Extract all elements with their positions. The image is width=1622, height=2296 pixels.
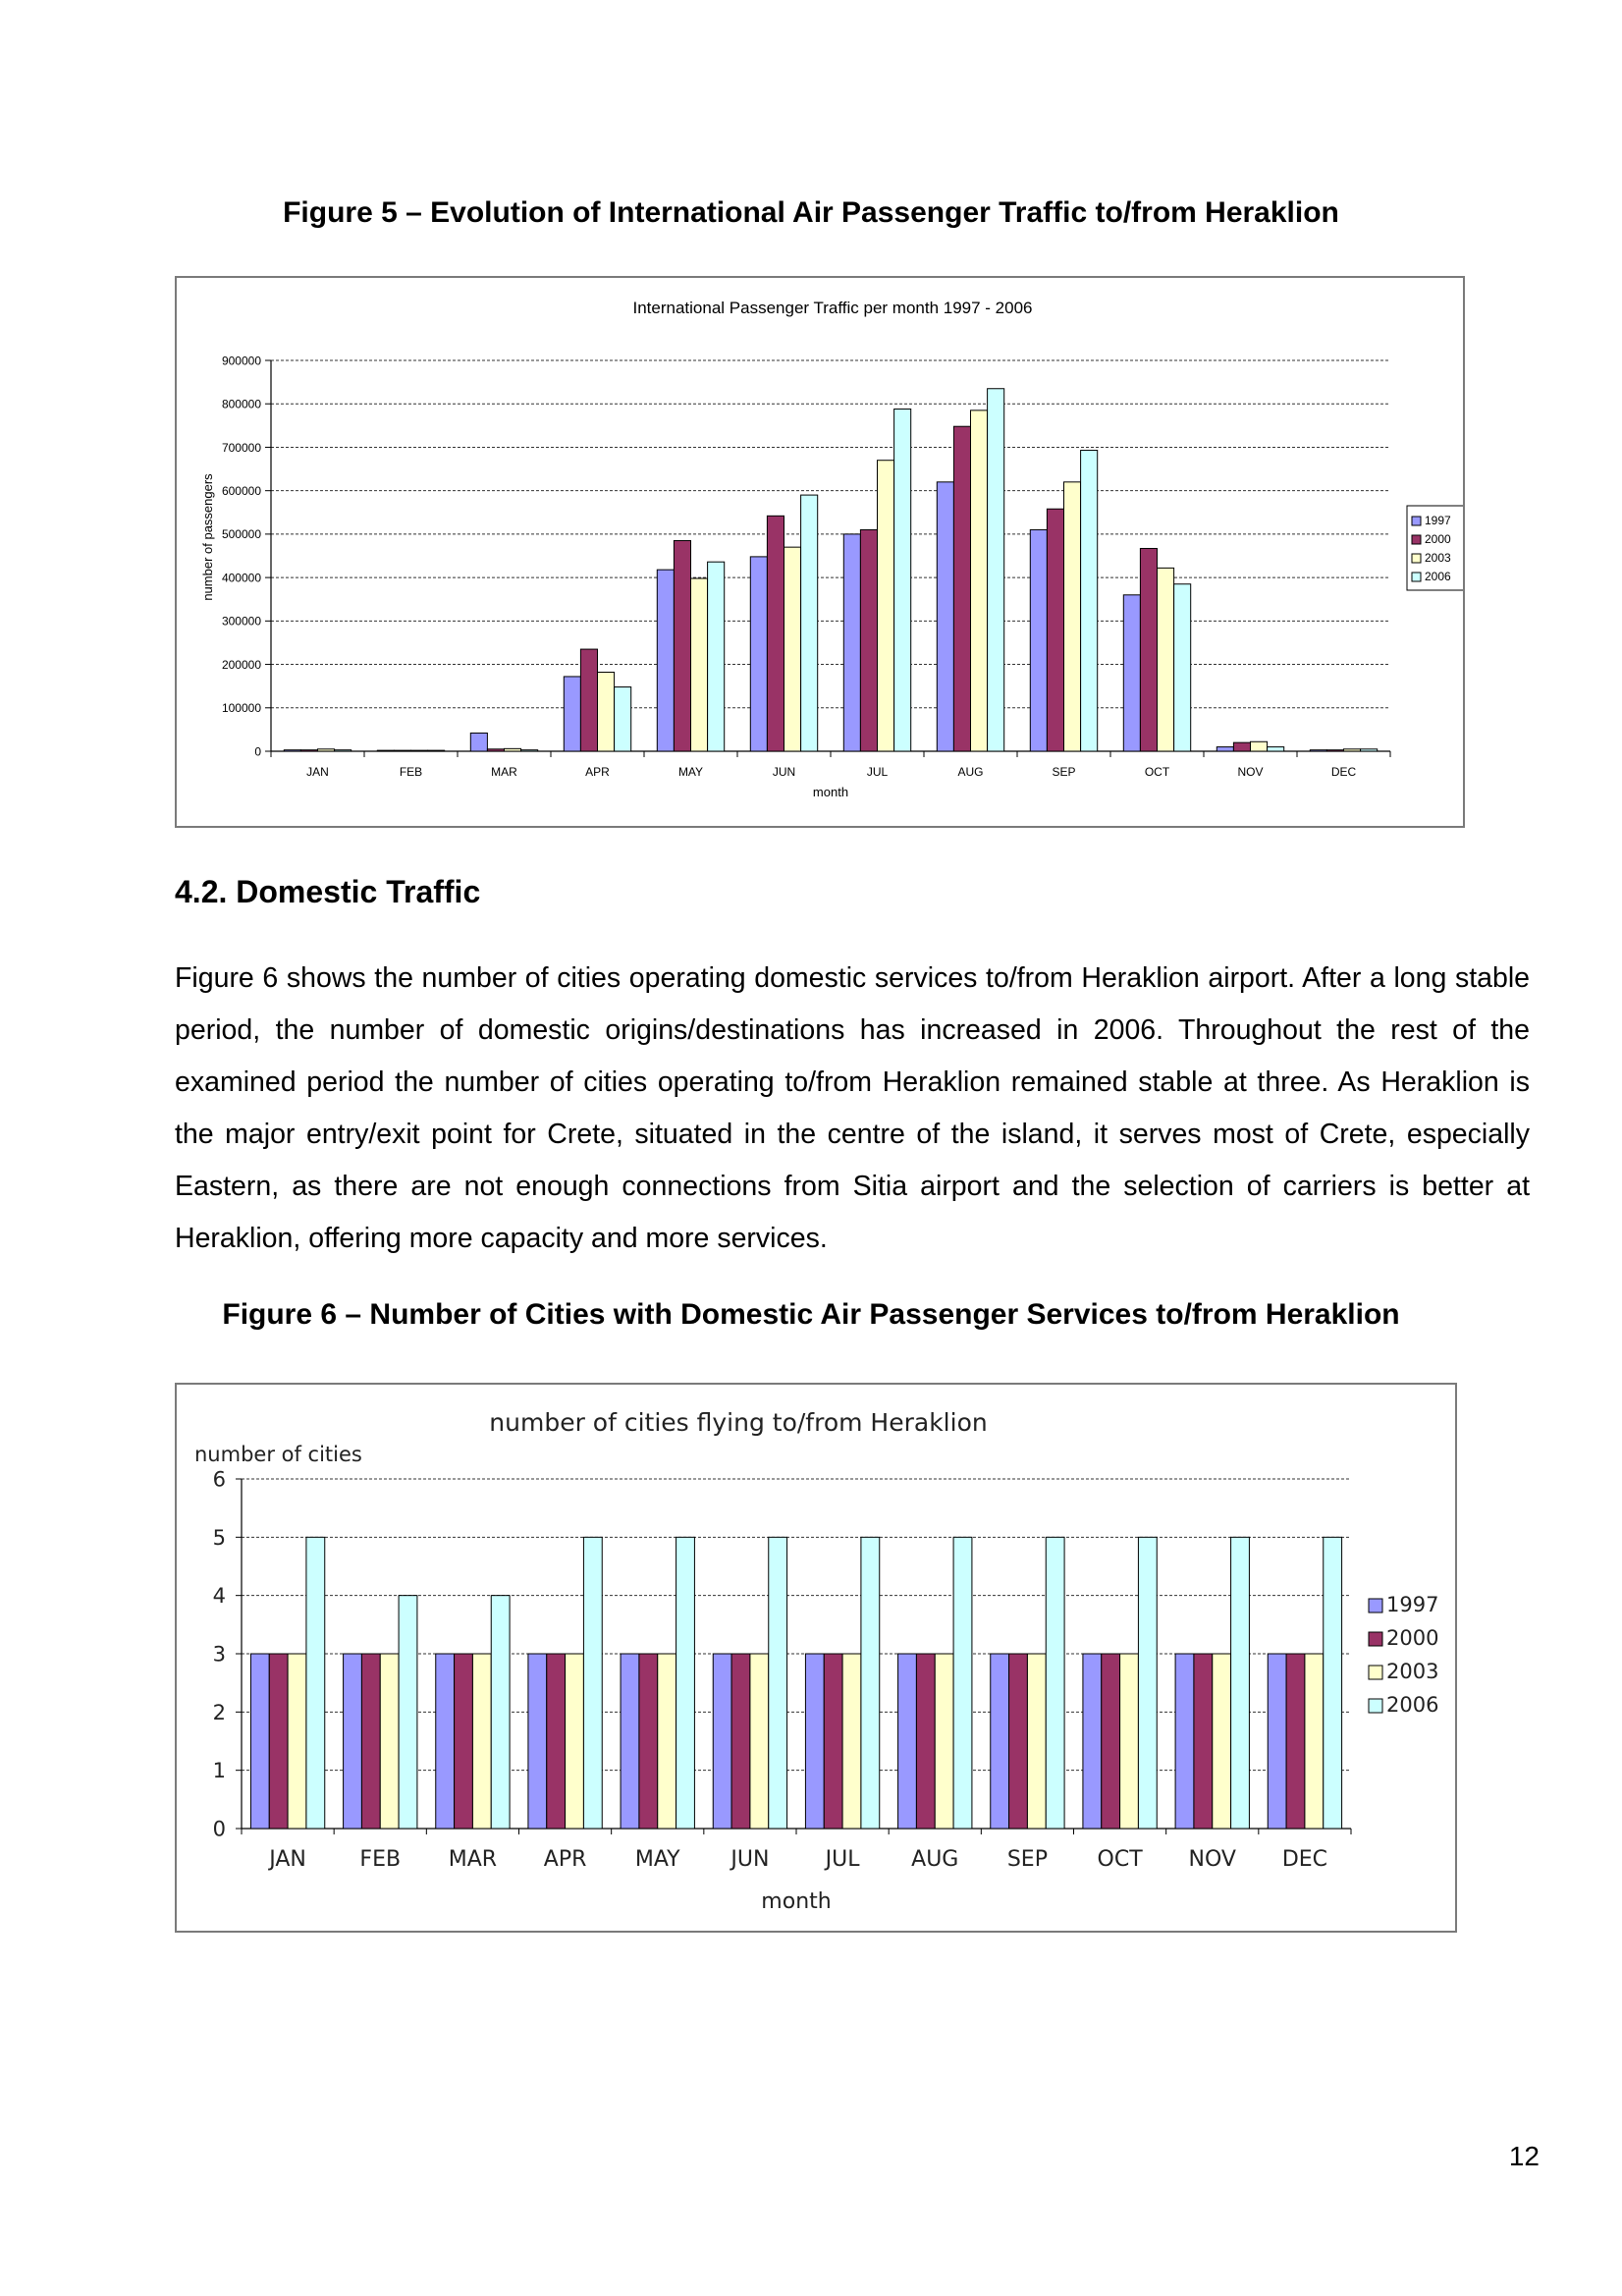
bar-1997-jun bbox=[750, 557, 767, 751]
bar-1997-oct bbox=[1083, 1654, 1102, 1829]
bar-2006-jun bbox=[769, 1537, 787, 1829]
bar-1997-jun bbox=[713, 1654, 731, 1829]
bar-2003-nov bbox=[1251, 741, 1268, 751]
y-tick-label: 300000 bbox=[221, 614, 261, 629]
bar-2003-dec bbox=[1305, 1654, 1324, 1829]
bar-2000-may bbox=[674, 541, 690, 751]
chart-domestic-cities bbox=[175, 1383, 1457, 1933]
x-tick-label: MAR bbox=[448, 1847, 498, 1872]
bar-2006-jun bbox=[801, 495, 818, 751]
y-axis-label: number of cities bbox=[194, 1443, 362, 1466]
x-tick-label: JAN bbox=[306, 765, 329, 779]
bar-2000-nov bbox=[1194, 1654, 1213, 1829]
bar-2006-feb bbox=[428, 750, 445, 751]
bar-2000-feb bbox=[361, 1654, 380, 1829]
bar-1997-feb bbox=[344, 1654, 362, 1829]
bar-1997-jul bbox=[805, 1654, 824, 1829]
x-tick-label: MAR bbox=[491, 765, 517, 779]
bar-2006-sep bbox=[1081, 451, 1098, 751]
bar-2000-nov bbox=[1233, 742, 1250, 751]
bar-2006-oct bbox=[1138, 1537, 1157, 1829]
bar-1997-sep bbox=[1030, 529, 1047, 751]
legend-swatch-2000 bbox=[1369, 1632, 1382, 1646]
bar-2006-jul bbox=[894, 410, 911, 751]
x-tick-label: JUN bbox=[730, 1847, 770, 1872]
bar-2006-may bbox=[708, 562, 725, 751]
bar-2003-aug bbox=[935, 1654, 953, 1829]
bar-1997-aug bbox=[937, 482, 953, 751]
bar-2003-dec bbox=[1344, 749, 1361, 751]
bar-2000-mar bbox=[455, 1654, 473, 1829]
page-number: 12 bbox=[1508, 2141, 1540, 2171]
bar-1997-mar bbox=[436, 1654, 455, 1829]
body-paragraph: Figure 6 shows the number of cities operating domestic services to/from Heraklion airport. After a long stable period, the number of domestic origins/destinations has increased in 2006. Throughout the rest of the examined period the number of cities operating to/from Heraklion remained stable at three. As Heraklion is the major entry/exit point for Crete, situated in the centre of the island, it serves most of Crete, especially Eastern, as there are not enough connections from Sitia airport and the selection of carriers is better at Heraklion, offering more capacity and more services. bbox=[175, 962, 1530, 1254]
legend-label-1997: 1997 bbox=[1425, 514, 1451, 527]
x-tick-label: SEP bbox=[1052, 765, 1076, 779]
bar-2003-jul bbox=[878, 461, 894, 751]
x-tick-label: AUG bbox=[911, 1847, 959, 1872]
bar-2003-nov bbox=[1213, 1654, 1231, 1829]
figure-5-caption: Figure 5 – Evolution of International Air Passenger Traffic to/from Heraklion bbox=[283, 196, 1339, 229]
bar-2006-aug bbox=[953, 1537, 972, 1829]
y-tick-label: 400000 bbox=[221, 571, 261, 585]
bar-2000-feb bbox=[394, 750, 410, 751]
bar-2000-dec bbox=[1286, 1654, 1305, 1829]
bar-1997-sep bbox=[991, 1654, 1009, 1829]
bar-2006-nov bbox=[1268, 747, 1284, 751]
x-tick-label: SEP bbox=[1006, 1847, 1048, 1872]
x-tick-label: MAY bbox=[677, 765, 704, 779]
y-tick-label: 0 bbox=[212, 1817, 226, 1841]
y-tick-label: 900000 bbox=[221, 354, 261, 368]
x-tick-label: AUG bbox=[957, 765, 984, 779]
x-axis-label: month bbox=[761, 1889, 832, 1914]
bar-2003-may bbox=[691, 578, 708, 751]
bar-1997-dec bbox=[1268, 1654, 1286, 1829]
legend-label-2003: 2003 bbox=[1386, 1660, 1439, 1683]
bar-1997-feb bbox=[377, 750, 394, 751]
bar-2003-apr bbox=[598, 673, 615, 751]
figure-6-caption: Figure 6 – Number of Cities with Domestic Air Passenger Services to/from Heraklion bbox=[222, 1298, 1400, 1331]
y-tick-label: 200000 bbox=[221, 657, 261, 672]
x-tick-label: JUN bbox=[772, 765, 796, 779]
x-tick-label: JUL bbox=[866, 765, 889, 779]
bar-2006-dec bbox=[1324, 1537, 1342, 1829]
bar-2003-may bbox=[658, 1654, 676, 1829]
bar-2003-mar bbox=[505, 748, 521, 751]
x-tick-label: MAY bbox=[634, 1847, 680, 1872]
bar-2006-aug bbox=[988, 389, 1004, 751]
y-tick-label: 800000 bbox=[221, 397, 261, 411]
bar-1997-apr bbox=[564, 677, 580, 751]
bar-2000-sep bbox=[1047, 509, 1063, 751]
legend-swatch-2000 bbox=[1412, 535, 1421, 544]
x-tick-label: APR bbox=[543, 1847, 587, 1872]
bar-1997-dec bbox=[1310, 750, 1326, 751]
y-tick-label: 6 bbox=[212, 1467, 226, 1492]
bar-2000-aug bbox=[953, 426, 970, 751]
bar-2003-mar bbox=[472, 1654, 491, 1829]
x-tick-label: JAN bbox=[269, 1847, 306, 1872]
chart-title: International Passenger Traffic per month 1997 - 2006 bbox=[632, 299, 1033, 317]
legend-label-2006: 2006 bbox=[1386, 1693, 1439, 1717]
y-tick-label: 1 bbox=[212, 1759, 226, 1783]
bar-2006-nov bbox=[1231, 1537, 1250, 1829]
legend-swatch-2003 bbox=[1412, 554, 1421, 563]
bar-1997-oct bbox=[1123, 595, 1140, 751]
bar-2003-feb bbox=[380, 1654, 399, 1829]
x-axis-label: month bbox=[812, 785, 849, 799]
bar-2006-jan bbox=[335, 750, 351, 751]
x-tick-label: DEC bbox=[1330, 765, 1357, 779]
y-tick-label: 4 bbox=[212, 1584, 226, 1609]
bar-2006-jan bbox=[306, 1537, 325, 1829]
x-tick-label: FEB bbox=[359, 1847, 402, 1872]
bar-2003-jan bbox=[288, 1654, 306, 1829]
bar-2003-apr bbox=[566, 1654, 584, 1829]
bar-2006-mar bbox=[491, 1596, 510, 1829]
bar-2003-oct bbox=[1158, 568, 1174, 751]
bar-2003-jul bbox=[842, 1654, 861, 1829]
bar-2000-oct bbox=[1102, 1654, 1120, 1829]
legend-swatch-2006 bbox=[1412, 573, 1421, 581]
legend-label-2000: 2000 bbox=[1425, 532, 1451, 546]
x-tick-label: DEC bbox=[1281, 1847, 1328, 1872]
bar-2003-jan bbox=[318, 749, 335, 751]
y-tick-label: 0 bbox=[254, 744, 261, 759]
bar-2003-aug bbox=[971, 410, 988, 751]
bar-2000-jun bbox=[767, 516, 784, 751]
bar-2003-jun bbox=[784, 547, 801, 751]
bar-2006-apr bbox=[583, 1537, 602, 1829]
y-tick-label: 3 bbox=[212, 1642, 226, 1667]
bar-2000-sep bbox=[1009, 1654, 1028, 1829]
bar-2006-feb bbox=[399, 1596, 417, 1829]
chart-international-traffic bbox=[175, 276, 1465, 828]
legend bbox=[1407, 506, 1463, 590]
x-tick-label: NOV bbox=[1237, 765, 1264, 779]
bar-1997-nov bbox=[1216, 747, 1233, 751]
bar-1997-may bbox=[621, 1654, 639, 1829]
bar-1997-mar bbox=[470, 733, 487, 751]
bar-2003-sep bbox=[1027, 1654, 1046, 1829]
legend bbox=[1369, 1593, 1438, 1717]
y-axis-label: number of passengers bbox=[200, 473, 215, 601]
bar-2000-aug bbox=[916, 1654, 935, 1829]
bar-2000-dec bbox=[1326, 750, 1343, 751]
bar-2000-jul bbox=[824, 1654, 842, 1829]
bar-2003-jun bbox=[750, 1654, 769, 1829]
bar-1997-nov bbox=[1175, 1654, 1194, 1829]
x-tick-label: OCT bbox=[1097, 1847, 1143, 1872]
legend-swatch-2006 bbox=[1369, 1699, 1382, 1713]
chart-international-traffic-svg bbox=[177, 278, 1463, 826]
chart-domestic-cities-svg bbox=[177, 1385, 1455, 1931]
bar-2000-apr bbox=[580, 649, 597, 751]
bar-2006-may bbox=[676, 1537, 695, 1829]
bar-2000-jan bbox=[269, 1654, 288, 1829]
y-tick-label: 100000 bbox=[221, 701, 261, 716]
bar-2000-mar bbox=[487, 749, 504, 751]
bar-2006-apr bbox=[615, 687, 631, 751]
y-tick-label: 500000 bbox=[221, 527, 261, 542]
bar-2003-oct bbox=[1120, 1654, 1139, 1829]
bar-2000-jul bbox=[860, 529, 877, 751]
legend-label-2000: 2000 bbox=[1386, 1626, 1439, 1650]
x-tick-label: APR bbox=[585, 765, 610, 779]
legend-label-2003: 2003 bbox=[1425, 551, 1451, 565]
bar-2000-may bbox=[639, 1654, 658, 1829]
legend-label-2006: 2006 bbox=[1425, 570, 1451, 583]
bar-2006-oct bbox=[1174, 584, 1191, 751]
chart-title: number of cities flying to/from Heraklion bbox=[489, 1408, 988, 1437]
bar-1997-jan bbox=[284, 750, 300, 751]
bar-2000-jan bbox=[300, 750, 317, 751]
x-tick-label: NOV bbox=[1188, 1847, 1236, 1872]
legend-label-1997: 1997 bbox=[1386, 1593, 1439, 1616]
legend-swatch-1997 bbox=[1369, 1599, 1382, 1613]
bar-2000-oct bbox=[1140, 548, 1157, 751]
bar-2006-jul bbox=[861, 1537, 880, 1829]
bar-1997-apr bbox=[528, 1654, 547, 1829]
legend-swatch-1997 bbox=[1412, 517, 1421, 525]
bar-1997-jul bbox=[843, 534, 860, 751]
x-tick-label: FEB bbox=[399, 765, 423, 779]
bar-2006-sep bbox=[1046, 1537, 1064, 1829]
x-tick-label: JUL bbox=[825, 1847, 860, 1872]
bar-2006-mar bbox=[521, 750, 538, 751]
legend-swatch-2003 bbox=[1369, 1666, 1382, 1679]
y-tick-label: 2 bbox=[212, 1700, 226, 1724]
y-tick-label: 600000 bbox=[221, 483, 261, 498]
bar-2000-jun bbox=[731, 1654, 750, 1829]
bar-2000-apr bbox=[547, 1654, 566, 1829]
bar-2003-sep bbox=[1064, 482, 1081, 751]
y-tick-label: 5 bbox=[212, 1525, 226, 1550]
x-tick-label: OCT bbox=[1144, 765, 1170, 779]
bar-1997-may bbox=[657, 570, 674, 751]
section-heading: 4.2. Domestic Traffic bbox=[175, 874, 481, 909]
bar-2006-dec bbox=[1361, 749, 1378, 751]
bar-1997-aug bbox=[898, 1654, 917, 1829]
bar-2003-feb bbox=[411, 750, 428, 751]
y-tick-label: 700000 bbox=[221, 440, 261, 455]
bar-1997-jan bbox=[250, 1654, 269, 1829]
